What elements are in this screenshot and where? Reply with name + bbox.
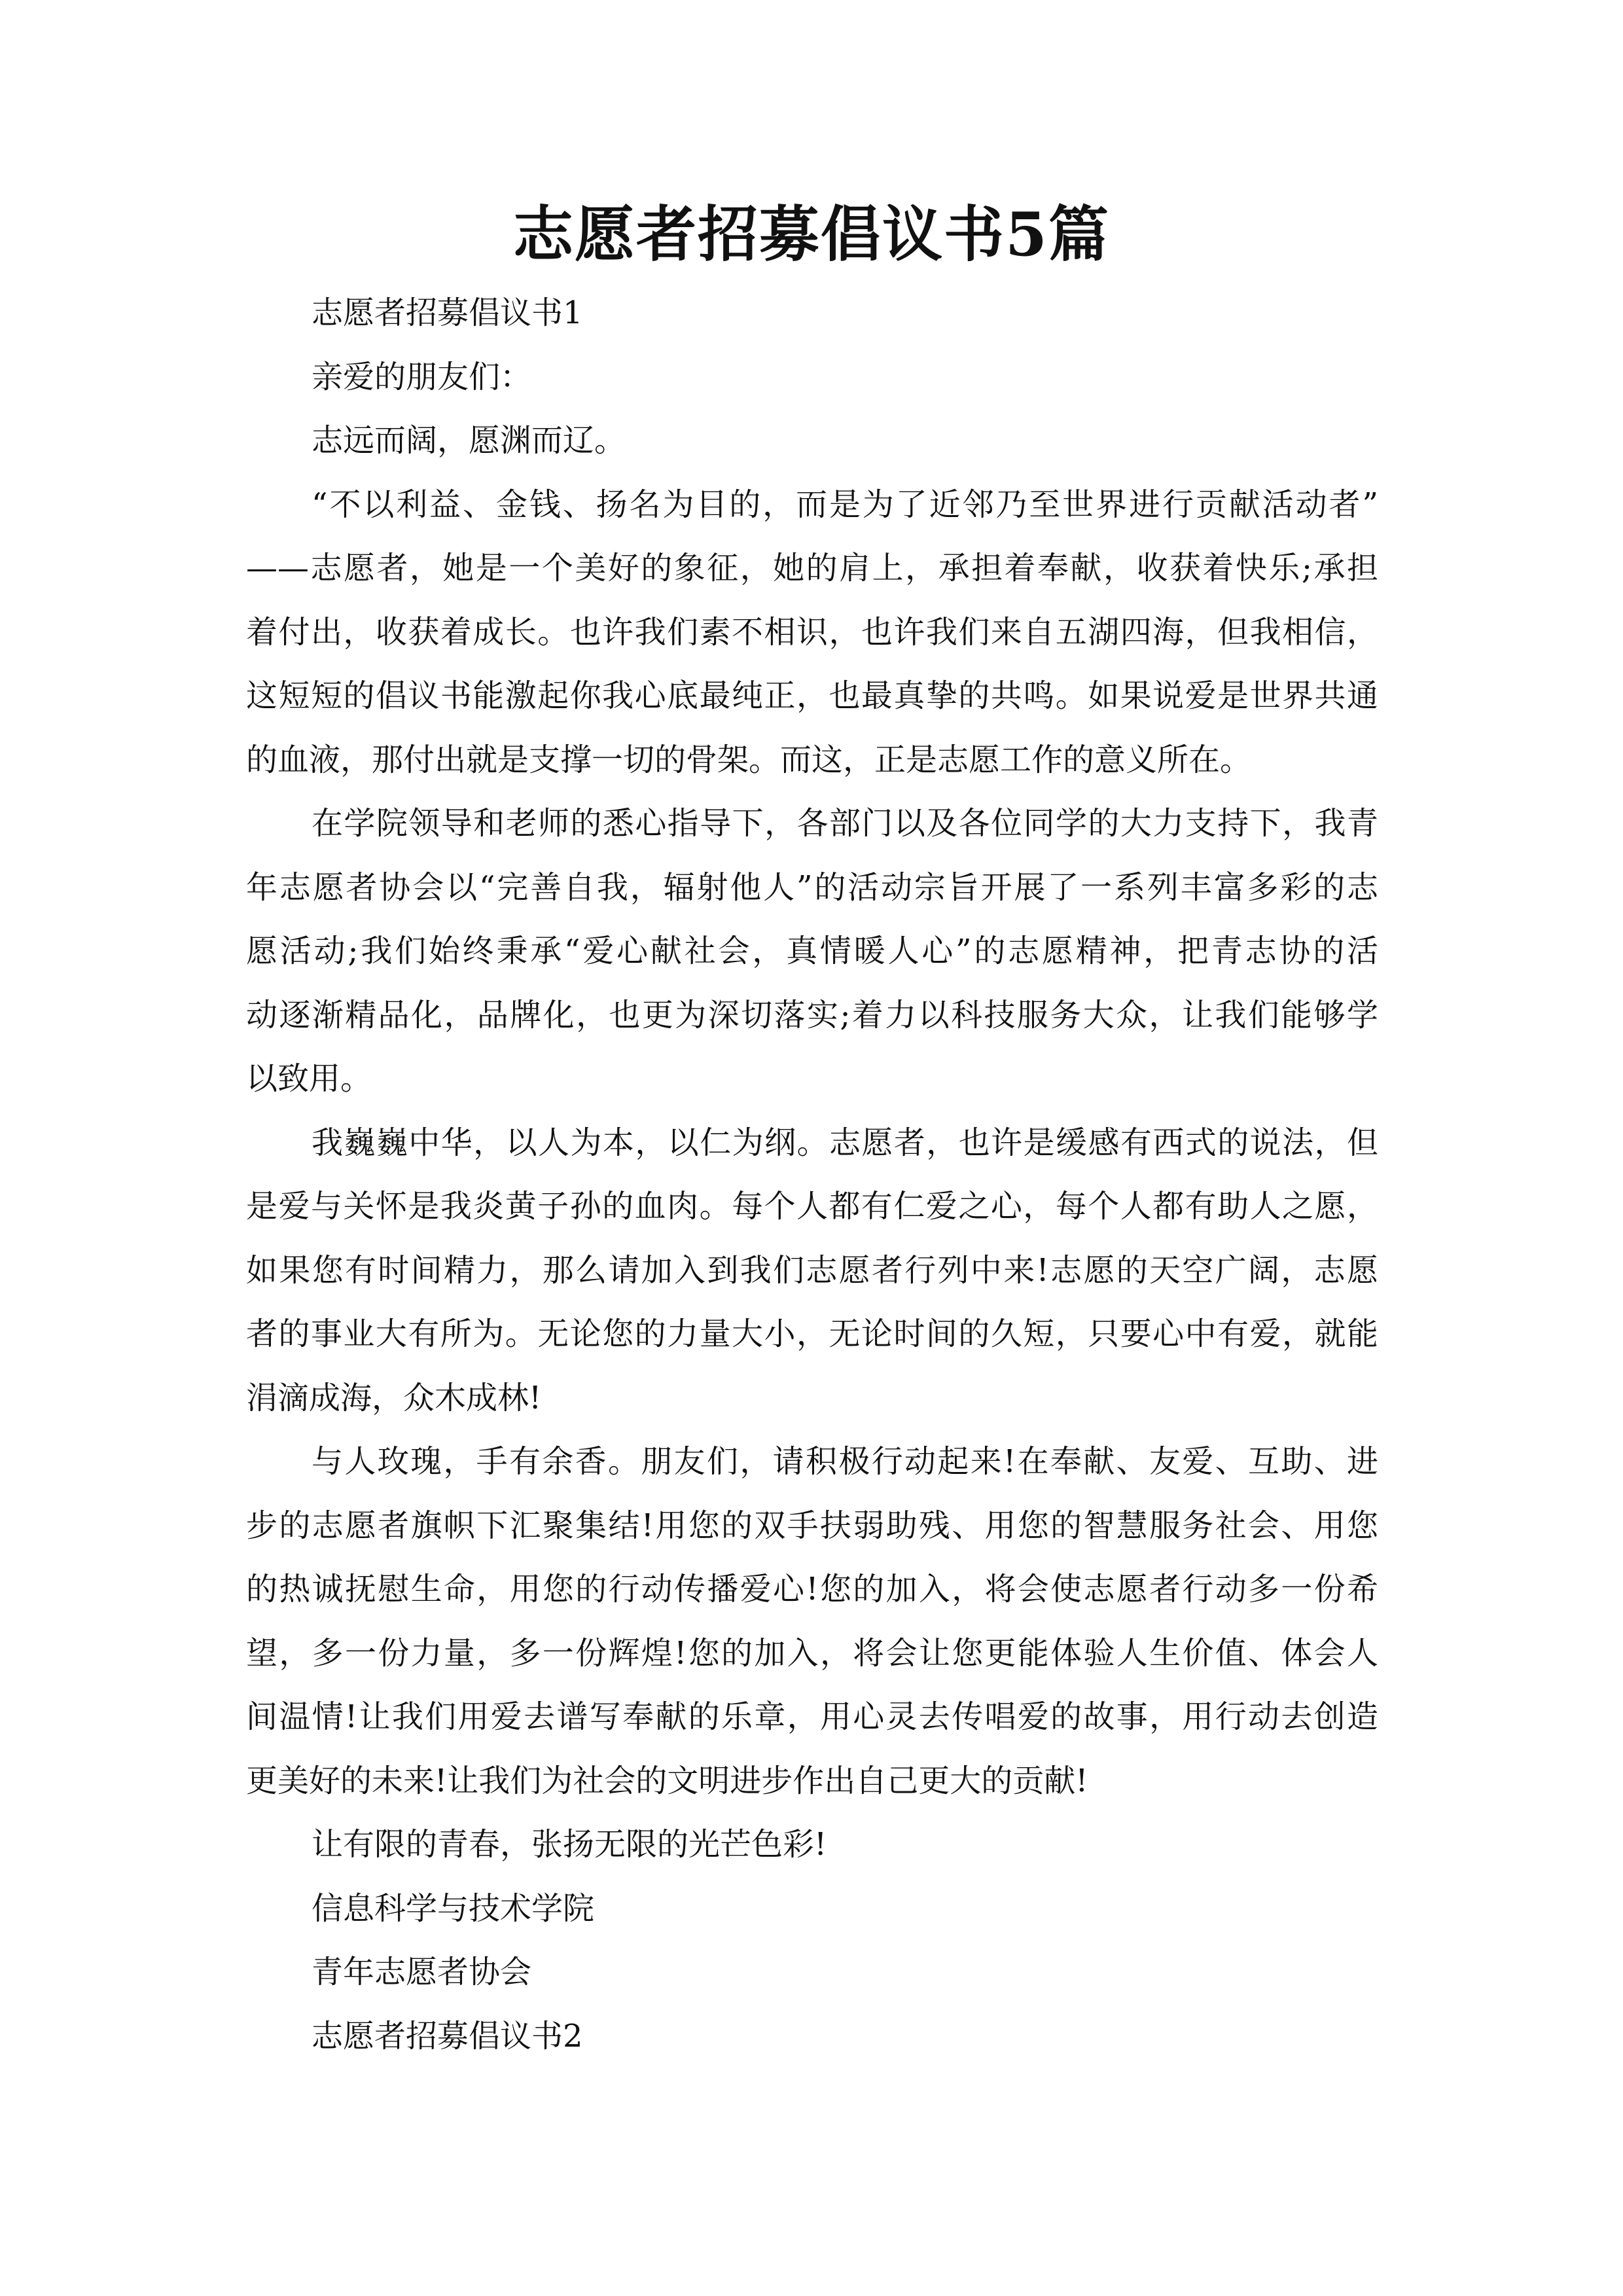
text-line: 动逐渐精品化，品牌化，也更为深切落实;着力以科技服务大众，让我们能够学 (246, 996, 1378, 1033)
text-line: 在学院领导和老师的悉心指导下，各部门以及各位同学的大力支持下，我青 (312, 805, 1378, 842)
text-line: 的热诚抚慰生命，用您的行动传播爱心!您的加入，将会使志愿者行动多一份希 (246, 1571, 1378, 1607)
text-line: 的血液，那付出就是支撑一切的骨架。而这，正是志愿工作的意义所在。 (246, 741, 1252, 778)
text-line: 年志愿者协会以“完善自我，辐射他人”的活动宗旨开展了一系列丰富多彩的志 (246, 869, 1378, 906)
text-line: 志远而阔，愿渊而辽。 (312, 422, 626, 459)
text-line: 与人玫瑰，手有余香。朋友们，请积极行动起来!在奉献、友爱、互助、进 (312, 1443, 1378, 1480)
text-line: 让有限的青春，张扬无限的光芒色彩! (312, 1826, 827, 1863)
text-line: 间温情!让我们用爱去谱写奉献的乐章，用心灵去传唱爱的故事，用行动去创造 (246, 1698, 1378, 1735)
text-line: 这短短的倡议书能激起你我心底最纯正，也最真挚的共鸣。如果说爱是世界共通 (246, 677, 1378, 714)
text-line: 我巍巍中华，以人为本，以仁为纲。志愿者，也许是缓感有西式的说法，但 (312, 1124, 1378, 1161)
text-line: 着付出，收获着成长。也许我们素不相识，也许我们来自五湖四海，但我相信， (246, 613, 1378, 651)
text-line: 以致用。 (246, 1060, 372, 1097)
document-body (246, 281, 1378, 2068)
text-line: 愿活动;我们始终秉承“爱心献社会，真情暖人心”的志愿精神，把青志协的活 (246, 933, 1378, 969)
text-line: “不以利益、金钱、扬名为目的，而是为了近邻乃至世界进行贡献活动者” (312, 486, 1378, 523)
text-line: ——志愿者，她是一个美好的象征，她的肩上，承担着奉献，收获着快乐;承担 (246, 550, 1378, 586)
text-line: 信息科学与技术学院 (312, 1890, 595, 1927)
text-line: 步的志愿者旗帜下汇聚集结!用您的双手扶弱助残、用您的智慧服务社会、用您 (246, 1507, 1378, 1544)
text-line: 志愿者招募倡议书1 (312, 295, 583, 331)
text-line: 青年志愿者协会 (312, 1954, 532, 1990)
text-line: 志愿者招募倡议书2 (312, 2017, 583, 2054)
text-line: 涓滴成海，众木成林! (246, 1379, 542, 1416)
text-line: 是爱与关怀是我炎黄子孙的血肉。每个人都有仁爱之心，每个人都有助人之愿， (246, 1188, 1378, 1225)
text-line: 更美好的未来!让我们为社会的文明进步作出自己更大的贡献! (246, 1762, 1088, 1799)
text-line: 亲爱的朋友们： (312, 358, 532, 395)
text-line: 望，多一份力量，多一份辉煌!您的加入，将会让您更能体验人生价值、体会人 (246, 1634, 1378, 1672)
text-line: 者的事业大有所为。无论您的力量大小，无论时间的久短，只要心中有爱，就能 (246, 1316, 1378, 1352)
text-line: 如果您有时间精力，那么请加入到我们志愿者行列中来!志愿的天空广阔，志愿 (246, 1251, 1378, 1289)
document-title: 志愿者招募倡议书5篇 (512, 199, 1110, 270)
